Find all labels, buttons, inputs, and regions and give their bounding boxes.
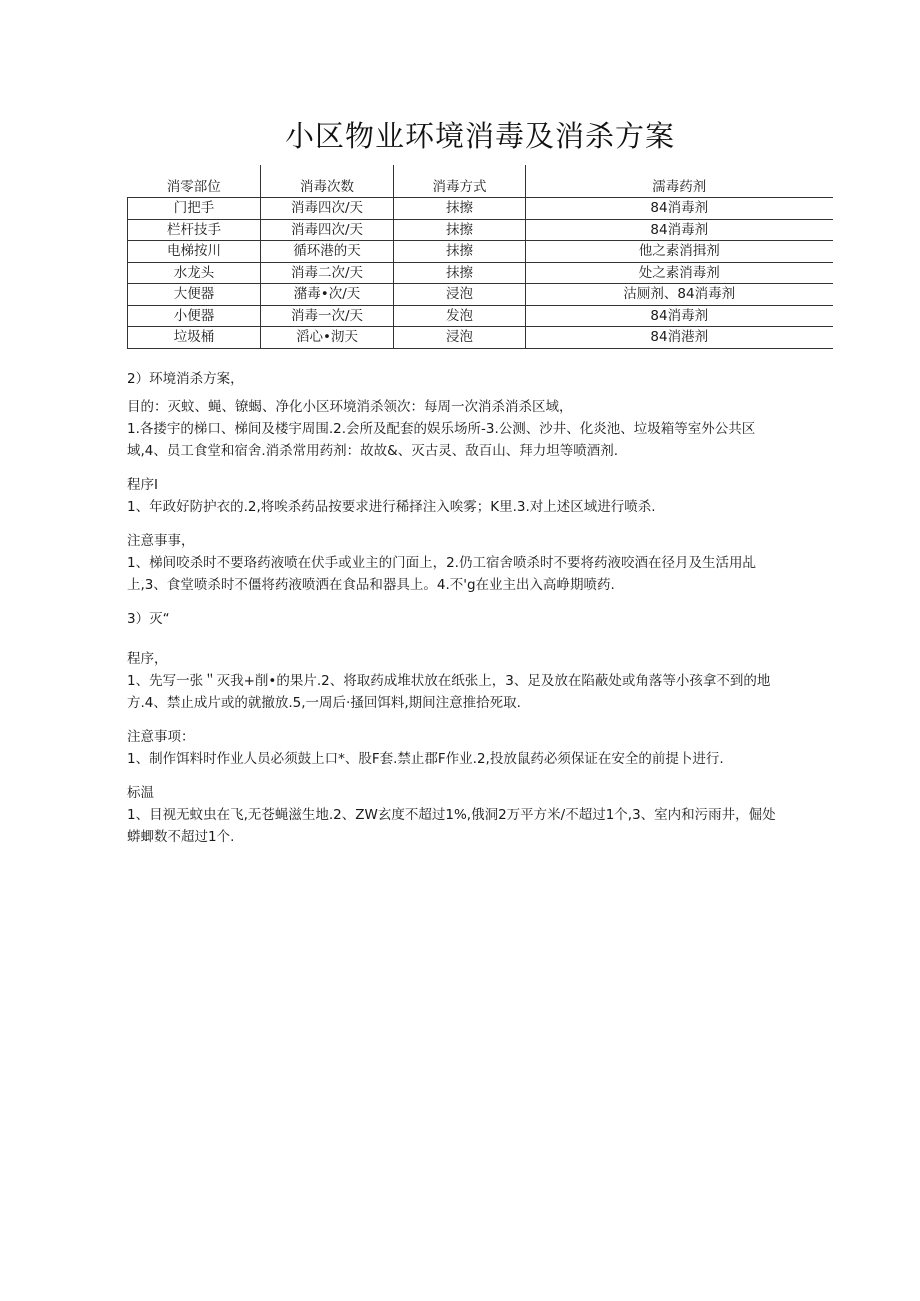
table-row bbox=[128, 305, 833, 327]
rodent-notes-heading: 注意事项： bbox=[127, 729, 195, 745]
cell-method: 发泡 bbox=[394, 305, 526, 327]
cell-location: 栏杆技手 bbox=[128, 219, 261, 241]
table-row bbox=[128, 241, 833, 263]
cell-frequency: 滔心•沏天 bbox=[261, 327, 394, 349]
cell-frequency: 消毒四次/天 bbox=[261, 219, 394, 241]
cell-method: 浸泡 bbox=[394, 327, 526, 349]
table-row bbox=[128, 198, 833, 220]
cell-location: 小便器 bbox=[128, 305, 261, 327]
cell-frequency: 消毒四次/天 bbox=[261, 198, 394, 220]
table-row bbox=[128, 284, 833, 306]
notes-heading: 注意事事， bbox=[127, 533, 195, 549]
table-row bbox=[128, 262, 833, 284]
cell-method: 抹擦 bbox=[394, 262, 526, 284]
paragraph-notes-line2: 上,3、食堂喷杀时不僵将药液喷洒在食品和器具上。4.不'g在业主出入高峥期喷药. bbox=[127, 577, 615, 593]
header-method: 消毒方式 bbox=[394, 165, 526, 198]
disinfection-table bbox=[127, 165, 833, 349]
document-body bbox=[127, 368, 839, 848]
header-location: 消零部位 bbox=[128, 165, 261, 198]
cell-agent: 他之素消揖剂 bbox=[526, 241, 833, 263]
cell-agent: 84消毒剂 bbox=[526, 198, 833, 220]
paragraph-standards-line1: 1、目视无蚊虫在飞,无苍蝇滋生地.2、ZW玄度不超过1%,俄洞2万平方米/不超过1个,3、室内和污雨井，倔处 bbox=[127, 807, 776, 823]
cell-method: 抹擦 bbox=[394, 241, 526, 263]
cell-location: 电梯按川 bbox=[128, 241, 261, 263]
table-row bbox=[128, 219, 833, 241]
table-header-row bbox=[128, 165, 833, 198]
paragraph-notes-line1: 1、梯间咬杀时不要珞药液喷在伏手或业主的门面上，2.仍工宿舍喷杀时不要将药液咬酒在径月及生活用乩 bbox=[127, 555, 756, 571]
standards-heading: 标温 bbox=[127, 785, 154, 801]
header-agent: 濡毒药剂 bbox=[526, 165, 833, 198]
paragraph-rodent-procedure-line1: 1、先写一张＂灭我+削•的果片.2、将取药成堆状放在纸张上，3、足及放在陷蔽处或角落等小孩拿不到的地 bbox=[127, 673, 771, 689]
cell-frequency: 潴毒•次/天 bbox=[261, 284, 394, 306]
rodent-procedure-heading: 程序， bbox=[127, 651, 168, 667]
cell-location: 门把手 bbox=[128, 198, 261, 220]
cell-method: 抹擦 bbox=[394, 198, 526, 220]
cell-location: 大便器 bbox=[128, 284, 261, 306]
cell-frequency: 消毒一次/天 bbox=[261, 305, 394, 327]
paragraph-purpose: 目的：灭蚊、蝇、镣蝎、净化小区环境消杀领次：每周一次消杀消杀区域， bbox=[127, 399, 573, 415]
cell-agent: 84消毒剂 bbox=[526, 305, 833, 327]
cell-agent: 处之素消毒剂 bbox=[526, 262, 833, 284]
paragraph-rodent-notes: 1、制作饵料时作业人员必须鼓上口*、股F套.禁止郡F作业.2,投放鼠药必须保证在安全的前提卜进行. bbox=[127, 751, 724, 767]
paragraph-rodent-procedure-line2: 方.4、禁止成片或的就撤放.5,一周后·搔回饵料,期间注意推拾死取. bbox=[127, 695, 521, 711]
section-heading-environment: 2）环境消杀方案， bbox=[127, 371, 244, 387]
header-frequency: 消毒次数 bbox=[261, 165, 394, 198]
cell-method: 抹擦 bbox=[394, 219, 526, 241]
page-title: 小区物业环境消毒及消杀方案 bbox=[284, 119, 675, 153]
cell-agent: 84消毒剂 bbox=[526, 219, 833, 241]
cell-frequency: 循环港的天 bbox=[261, 241, 394, 263]
paragraph-areas-line1: 1.各搂宇的梯口、梯间及楼宇周围.2.会所及配套的娱乐场所-3.公测、沙井、化炎池、垃圾箱等室外公共区 bbox=[127, 421, 756, 437]
disinfection-table-wrapper bbox=[127, 165, 832, 349]
paragraph-standards-line2: 蟒蝍数不超过1个. bbox=[127, 829, 235, 845]
cell-frequency: 消毒二次/天 bbox=[261, 262, 394, 284]
paragraph-areas-line2: 域,4、员工食堂和宿舍.消杀常用药剂：故故&、灭古灵、敌百山、拜力坦等喷酒剂. bbox=[127, 443, 618, 459]
cell-method: 浸泡 bbox=[394, 284, 526, 306]
paragraph-procedure: 1、年政好防护衣的.2,将唉杀药品按要求进行稀择注入唉雾；K里.3.对上述区域进行喷杀. bbox=[127, 499, 656, 515]
procedure-heading: 程序I bbox=[127, 477, 158, 493]
cell-agent: 沽厕剂、84消毒剂 bbox=[526, 284, 833, 306]
section-heading-rodent: 3）灭“ bbox=[127, 611, 170, 627]
table-row bbox=[128, 327, 833, 349]
cell-agent: 84消港剂 bbox=[526, 327, 833, 349]
cell-location: 水龙头 bbox=[128, 262, 261, 284]
cell-location: 垃圾桶 bbox=[128, 327, 261, 349]
